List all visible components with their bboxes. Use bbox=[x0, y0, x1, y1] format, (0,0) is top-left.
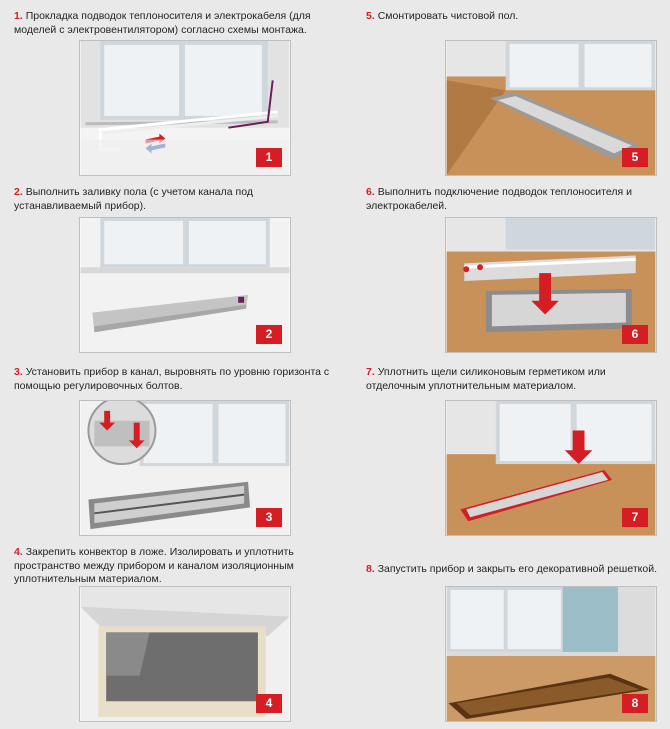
step-5-caption bbox=[366, 10, 666, 24]
step-2-caption bbox=[14, 186, 334, 213]
step-number: 8. bbox=[366, 563, 375, 575]
step-2-illustration bbox=[79, 217, 291, 353]
step-number: 3. bbox=[14, 366, 23, 378]
step-5-illustration bbox=[445, 40, 657, 176]
step-text: Выполнить подключение подводок теплоносителя и электрокабелей. bbox=[366, 186, 632, 212]
step-badge: 1 bbox=[256, 148, 282, 167]
step-6-caption bbox=[366, 186, 666, 213]
step-text: Запустить прибор и закрыть его декоративной решеткой. bbox=[377, 563, 657, 575]
step-badge: 7 bbox=[622, 508, 648, 527]
step-4-illustration bbox=[79, 586, 291, 722]
step-text: Установить прибор в канал, выровнять по уровню горизонта с помощью регулировочных болтов. bbox=[14, 366, 330, 392]
step-number: 2. bbox=[14, 186, 23, 198]
step-8-caption bbox=[366, 563, 666, 577]
step-text: Закрепить конвектор в ложе. Изолировать и уплотнить пространство между прибором и каналом изоляционным уплотнительным материалом. bbox=[14, 546, 294, 585]
step-number: 6. bbox=[366, 186, 375, 198]
step-text: Смонтировать чистовой пол. bbox=[377, 10, 519, 22]
step-text: Уплотнить щели силиконовым герметиком или отделочным уплотнительным материалом. bbox=[366, 366, 606, 392]
step-text: Выполнить заливку пола (с учетом канала под устанавливаемый прибор). bbox=[14, 186, 253, 212]
step-1-caption bbox=[14, 10, 334, 37]
step-3-illustration bbox=[79, 400, 291, 536]
step-3-caption bbox=[14, 366, 334, 393]
step-number: 1. bbox=[14, 10, 23, 22]
step-number: 7. bbox=[366, 366, 375, 378]
step-7-illustration bbox=[445, 400, 657, 536]
step-badge: 5 bbox=[622, 148, 648, 167]
step-1-illustration bbox=[79, 40, 291, 176]
step-text: Прокладка подводок теплоносителя и электрокабеля (для моделей с электровентилятором) согласно схемы монтажа. bbox=[14, 10, 311, 36]
step-4-caption bbox=[14, 546, 334, 587]
step-number: 5. bbox=[366, 10, 375, 22]
step-8-illustration bbox=[445, 586, 657, 722]
step-badge: 2 bbox=[256, 325, 282, 344]
step-number: 4. bbox=[14, 546, 23, 558]
step-badge: 6 bbox=[622, 325, 648, 344]
step-badge: 8 bbox=[622, 694, 648, 713]
step-6-illustration bbox=[445, 217, 657, 353]
step-badge: 4 bbox=[256, 694, 282, 713]
step-badge: 3 bbox=[256, 508, 282, 527]
step-7-caption bbox=[366, 366, 666, 393]
